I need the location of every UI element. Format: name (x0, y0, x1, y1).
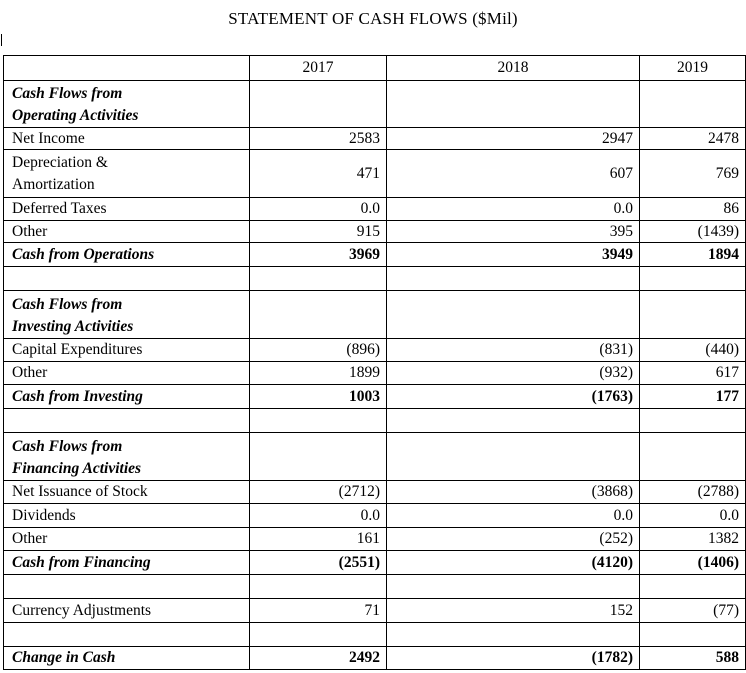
total-row (4, 243, 746, 267)
total-row (4, 551, 746, 575)
value-2017: 471 (250, 150, 387, 198)
empty-cell (640, 81, 746, 128)
investing-header-label (4, 291, 250, 339)
value-2018: (831) (387, 339, 640, 362)
value-2017: 0.0 (250, 198, 387, 221)
value-2018: 0.0 (387, 198, 640, 221)
financing-header-label (4, 433, 250, 481)
spacer-row (4, 267, 746, 291)
empty-cell (387, 291, 640, 339)
empty-cell (4, 267, 250, 291)
total-2017: 1003 (250, 385, 387, 409)
margin-mark (1, 34, 2, 46)
empty-cell (387, 409, 640, 433)
total-row (4, 385, 746, 409)
year-2018: 2018 (387, 56, 640, 81)
table-row (4, 339, 746, 362)
value-2017: 915 (250, 221, 387, 243)
empty-cell (640, 267, 746, 291)
operating-header-label (4, 81, 250, 128)
table-row (4, 128, 746, 150)
cash-flow-table (3, 55, 746, 670)
investing-header-line-1: Cash Flows from (12, 295, 123, 313)
financing-header-line-1: Cash Flows from (12, 437, 123, 455)
header-blank-cell (4, 56, 250, 81)
change-label: Change in Cash (4, 647, 250, 670)
value-2018: 0.0 (387, 504, 640, 528)
value-2018: 395 (387, 221, 640, 243)
total-row (4, 647, 746, 670)
empty-cell (640, 291, 746, 339)
spacer-row (4, 623, 746, 647)
operating-header-line-2: Operating Activities (12, 107, 139, 124)
total-2018: (4120) (387, 551, 640, 575)
value-2019: (77) (640, 599, 746, 623)
value-2017: (2712) (250, 481, 387, 504)
empty-cell (250, 623, 387, 647)
row-label (4, 150, 250, 198)
value-2018: (252) (387, 528, 640, 551)
total-2018: (1763) (387, 385, 640, 409)
row-label-line-1: Depreciation & (12, 153, 108, 171)
total-2019: (1406) (640, 551, 746, 575)
value-2019: 2478 (640, 128, 746, 150)
financing-section-header (4, 433, 746, 481)
change-2018: (1782) (387, 647, 640, 670)
row-label-line-2: Amortization (12, 175, 95, 193)
empty-cell (387, 81, 640, 128)
value-2017: 161 (250, 528, 387, 551)
change-2017: 2492 (250, 647, 387, 670)
empty-cell (4, 623, 250, 647)
spacer-row (4, 409, 746, 433)
change-2019: 588 (640, 647, 746, 670)
empty-cell (640, 433, 746, 481)
empty-cell (640, 409, 746, 433)
total-2017: (2551) (250, 551, 387, 575)
value-2018: 152 (387, 599, 640, 623)
table-row (4, 362, 746, 385)
empty-cell (387, 575, 640, 599)
table-row (4, 150, 746, 198)
investing-section-header (4, 291, 746, 339)
table-row (4, 198, 746, 221)
row-label: Other (4, 528, 250, 551)
year-2017: 2017 (250, 56, 387, 81)
row-label: Other (4, 221, 250, 243)
empty-cell (250, 575, 387, 599)
row-label: Net Income (4, 128, 250, 150)
empty-cell (4, 575, 250, 599)
value-2017: 71 (250, 599, 387, 623)
total-label: Cash from Investing (4, 385, 250, 409)
value-2019: 1382 (640, 528, 746, 551)
empty-cell (250, 409, 387, 433)
value-2019: 86 (640, 198, 746, 221)
empty-cell (640, 575, 746, 599)
total-label: Cash from Financing (4, 551, 250, 575)
table-row (4, 504, 746, 528)
total-2019: 177 (640, 385, 746, 409)
row-label: Dividends (4, 504, 250, 528)
operating-section-header (4, 81, 746, 128)
row-label: Net Issuance of Stock (4, 481, 250, 504)
table-row (4, 599, 746, 623)
investing-header-line-2: Investing Activities (12, 317, 134, 335)
empty-cell (250, 433, 387, 481)
value-2017: (896) (250, 339, 387, 362)
value-2018: (3868) (387, 481, 640, 504)
row-label: Currency Adjustments (4, 599, 250, 623)
table-row (4, 481, 746, 504)
value-2019: (2788) (640, 481, 746, 504)
value-2018: (932) (387, 362, 640, 385)
empty-cell (250, 81, 387, 128)
value-2017: 2583 (250, 128, 387, 150)
value-2019: 617 (640, 362, 746, 385)
row-label: Deferred Taxes (4, 198, 250, 221)
total-2017: 3969 (250, 243, 387, 267)
spacer-row (4, 575, 746, 599)
value-2017: 0.0 (250, 504, 387, 528)
year-header-row (4, 56, 746, 81)
value-2019: 769 (640, 150, 746, 198)
operating-header-line-1: Cash Flows from (12, 85, 123, 102)
row-label: Capital Expenditures (4, 339, 250, 362)
total-2019: 1894 (640, 243, 746, 267)
year-2019: 2019 (640, 56, 746, 81)
row-label: Other (4, 362, 250, 385)
value-2019: (1439) (640, 221, 746, 243)
empty-cell (4, 409, 250, 433)
table-row (4, 528, 746, 551)
empty-cell (640, 623, 746, 647)
total-label: Cash from Operations (4, 243, 250, 267)
empty-cell (250, 267, 387, 291)
empty-cell (387, 267, 640, 291)
total-2018: 3949 (387, 243, 640, 267)
financing-header-line-2: Financing Activities (12, 459, 142, 477)
value-2018: 607 (387, 150, 640, 198)
value-2019: (440) (640, 339, 746, 362)
empty-cell (387, 433, 640, 481)
empty-cell (387, 623, 640, 647)
value-2017: 1899 (250, 362, 387, 385)
page-title: STATEMENT OF CASH FLOWS ($Mil) (228, 9, 518, 28)
value-2019: 0.0 (640, 504, 746, 528)
table-row (4, 221, 746, 243)
value-2018: 2947 (387, 128, 640, 150)
empty-cell (250, 291, 387, 339)
